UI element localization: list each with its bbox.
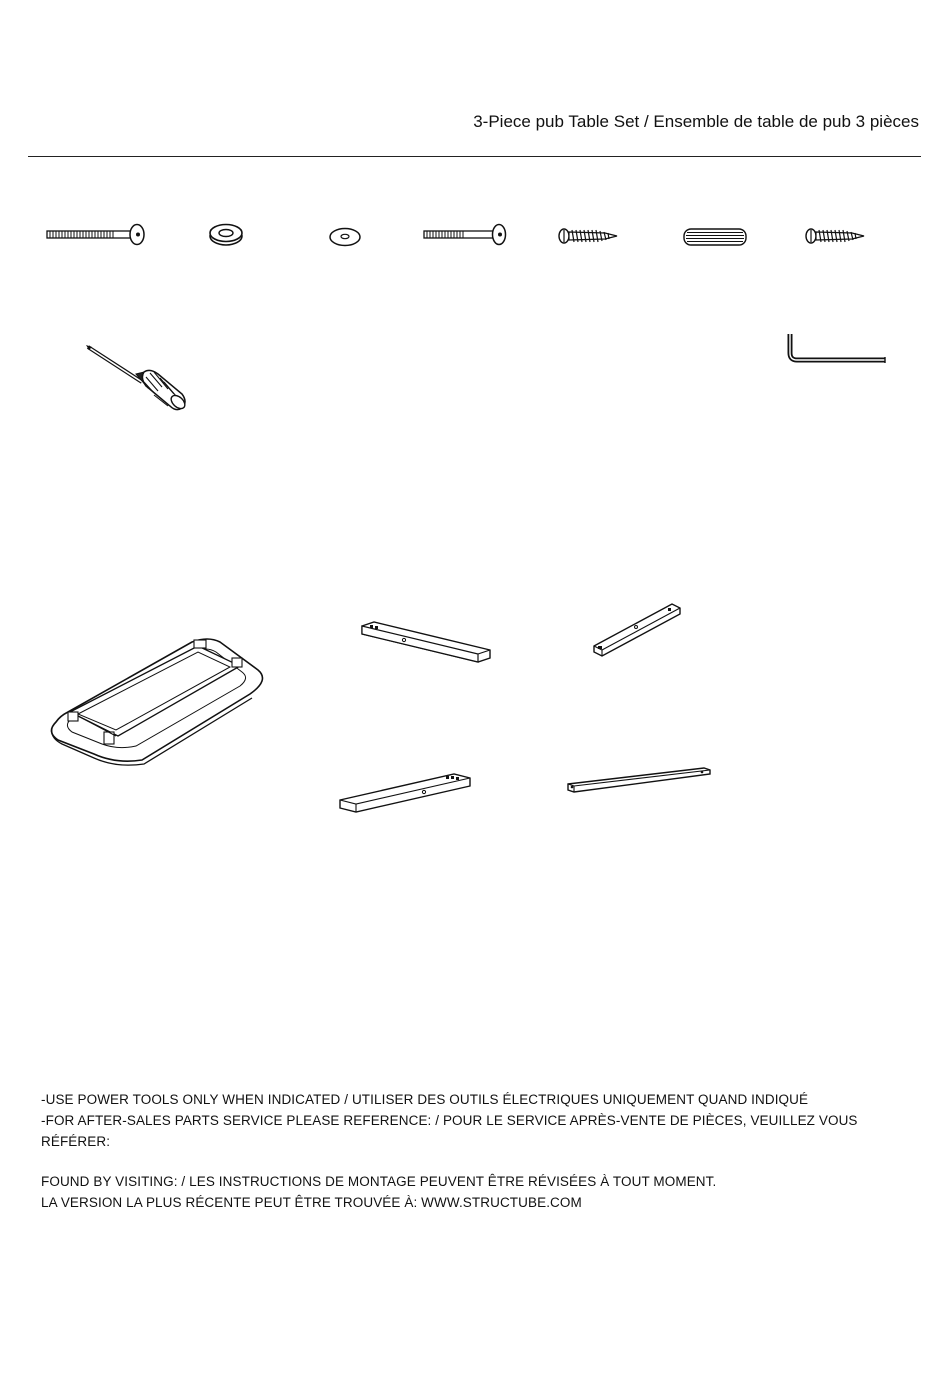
screwdriver-icon — [84, 342, 194, 416]
lock-washer-icon — [206, 222, 246, 248]
safety-notes — [41, 1089, 881, 1152]
wooden-dowel-icon — [682, 227, 748, 247]
table-base-icon — [44, 636, 270, 770]
medium-bolt-icon — [421, 222, 509, 248]
foot-rest-bar-icon — [564, 764, 714, 796]
long-rail-icon — [356, 620, 496, 666]
note-website: LA VERSION LA PLUS RÉCENTE PEUT ÊTRE TROUVÉE À: WWW.STRUCTUBE.COM — [41, 1195, 582, 1210]
short-rail-icon — [588, 600, 686, 658]
long-bolt-icon — [44, 222, 148, 248]
note-revision: FOUND BY VISITING: / LES INSTRUCTIONS DE MONTAGE PEUVENT ÊTRE RÉVISÉES À TOUT MOMENT. — [41, 1174, 717, 1189]
note-power-tools: -USE POWER TOOLS ONLY WHEN INDICATED / UTILISER DES OUTILS ÉLECTRIQUES UNIQUEMENT QUAND INDIQUÉ — [41, 1092, 809, 1107]
side-rail-icon — [336, 770, 476, 816]
page-title: 3-Piece pub Table Set / Ensemble de table de pub 3 pièces — [473, 112, 919, 131]
header-divider — [28, 156, 921, 157]
note-after-sales: -FOR AFTER-SALES PARTS SERVICE PLEASE REFERENCE: / POUR LE SERVICE APRÈS-VENTE DE PIÈCES, VEUILLEZ VOUS RÉFÉRER: — [41, 1113, 858, 1149]
flat-washer-icon — [328, 226, 362, 248]
allen-key-icon — [784, 331, 890, 365]
version-notes — [41, 1171, 881, 1213]
small-screw-icon — [804, 226, 868, 246]
wood-screw-icon — [557, 226, 621, 246]
